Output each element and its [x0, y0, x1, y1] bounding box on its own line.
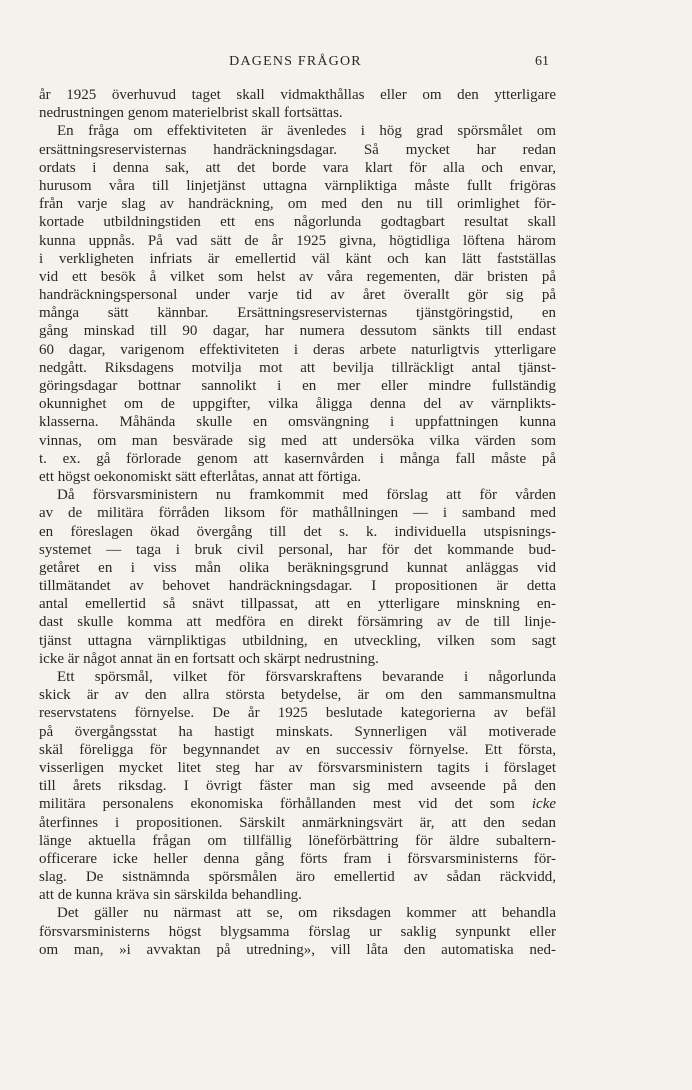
emphasized-word: icke [531, 796, 557, 813]
text-line: dast skulle komma att medföra en direkt försämring av de till linje- [39, 614, 556, 631]
text-line: getåret en i viss mån olika beräkningsgrund kunnat anläggas vid [39, 559, 556, 576]
text-line: återfinnes i propositionen. Särskilt anmärkningsvärt är, att den sedan [39, 814, 556, 831]
text-line: om man, »i avvaktan på utredning», vill låta den automatiska ned- [39, 941, 556, 958]
text-line: av de militära förråden liksom för mathållningen — i samband med [39, 505, 556, 522]
text-line: Ett spörsmål, vilket för försvarskraftens bevarande i någorlunda [57, 669, 556, 685]
text-line: i verkligheten infriats är emellertid väl känt och kan lätt fastställas [39, 250, 556, 267]
text-line: nedgått. Riksdagens motvilja mot att bevilja tillräckligt antal tjänst- [39, 359, 556, 376]
text-line: tillmätandet av behovet handräckningsdagar. I propositionen är detta [39, 578, 556, 595]
text-line: vid ett besök å vilket som helst av våra regementen, där bristen på [39, 268, 556, 285]
text-line: icke är något annat än en fortsatt och skärpt nedrustning. [39, 650, 379, 667]
text-line: länge aktuella frågan om tillfällig löneförbättring för äldre subaltern- [39, 832, 556, 849]
text-line: En fråga om effektiviteten är ävenledes i hög grad spörsmålet om [57, 123, 556, 140]
text-line: från varje slag av handräckning, om med den nu till orimlighet för- [39, 196, 556, 213]
text-line: visserligen mycket litet steg har av försvarsministern tagits i förslaget [39, 759, 556, 776]
text-line: försvarsministerns högst blygsamma förslag ur saklig synpunkt eller [39, 923, 556, 940]
text-line: ett högst oekonomiskt sätt efterlåtas, annat att förtiga. [39, 468, 361, 485]
text-line: reservstatens förnyelse. De år 1925 beslutade kategorierna av befäl [39, 705, 556, 722]
text-line: många sätt kännbar. Ersättningsreservisternas tjänstgöringstid, en [39, 305, 556, 322]
text-line: på övergångsstat ha hastigt minskats. Synnerligen väl motiverade [39, 723, 556, 740]
text-line: en föreslagen ökad övergång till det s. k. individuella utspisnings- [39, 523, 556, 540]
text-line: tjänst uttagna värnpliktigas utbildning, en utveckling, vilken som sagt [39, 632, 556, 649]
text-line: Då försvarsministern nu framkommit med förslag att för vården [57, 487, 556, 504]
text-line-segment: militära personalens ekonomiska förhållanden mest vid det som [39, 796, 515, 813]
text-line: Det gäller nu närmast att se, om riksdagen kommer att behandla [57, 905, 556, 922]
page-header [39, 54, 552, 74]
text-line: skäl föreligga för begynnandet av en successiv förnyelse. Ett första, [39, 741, 556, 758]
text-line: okunnighet om de uppgifter, vilka åligga denna del av värnplikts- [39, 396, 556, 413]
body-text [39, 86, 556, 959]
text-line: göringsdagar bottnar sannolikt i en mer eller mindre fullständig [39, 378, 556, 394]
text-line: handräckningspersonal under varje tid av året överallt gör sig på [39, 287, 556, 304]
text-line: hurusom våra till linjetjänst uttagna värnpliktiga måste fullt frigöras [39, 177, 556, 194]
text-line: till årets riksdag. I övrigt fäster man sig med avseende på den [39, 778, 556, 795]
text-line: nedrustningen genom materielbrist skall fortsättas. [39, 105, 343, 122]
text-line: kortade utbildningstiden ett ens någorlunda godtagbart resultat skall [39, 214, 556, 231]
page-number: 61 [535, 54, 549, 69]
text-line: antal emellertid så snävt tillpassat, att en ytterligare minskning en- [39, 596, 556, 613]
text-line: slag. De sistnämnda spörsmålen äro emellertid av sådan räckvidd, [39, 869, 556, 886]
text-line: gång minskad till 90 dagar, har numera dessutom sänkts till endast [39, 323, 556, 340]
text-line: systemet — taga i bruk civil personal, har för det kommande bud- [39, 541, 556, 558]
text-line: t. ex. gå förlorade genom att kasernvården i många fall måste på [39, 450, 556, 467]
text-line: klasserna. Måhända skulle en omsvängning i uppfattningen kunna [39, 414, 556, 431]
text-line: vinnas, om man besvärade sig med att undersöka vilka värden som [39, 432, 556, 449]
text-line: kunna uppnås. På vad sätt de år 1925 givna, högtidliga löftena härom [39, 232, 556, 249]
text-line-with-emphasis [39, 795, 556, 813]
text-line: att de kunna kräva sin särskilda behandling. [39, 887, 302, 904]
text-line: ersättningsreservisternas handräckningsdagar. Så mycket har redan [39, 141, 556, 158]
text-line: skick är av den allra största betydelse, är om den sammansmultna [39, 687, 556, 704]
running-title: DAGENS FRÅGOR [229, 54, 362, 69]
text-line: 60 dagar, varigenom effektiviteten i deras arbete naturligtvis ytterligare [39, 341, 556, 358]
text-line: ordats i denna sak, att det borde vara klart för alla och envar, [39, 159, 556, 176]
text-line: år 1925 överhuvud taget skall vidmakthållas eller om den ytterligare [39, 87, 556, 103]
text-line: officerare icke heller denna gång förts fram i försvarsministerns för- [39, 850, 556, 867]
